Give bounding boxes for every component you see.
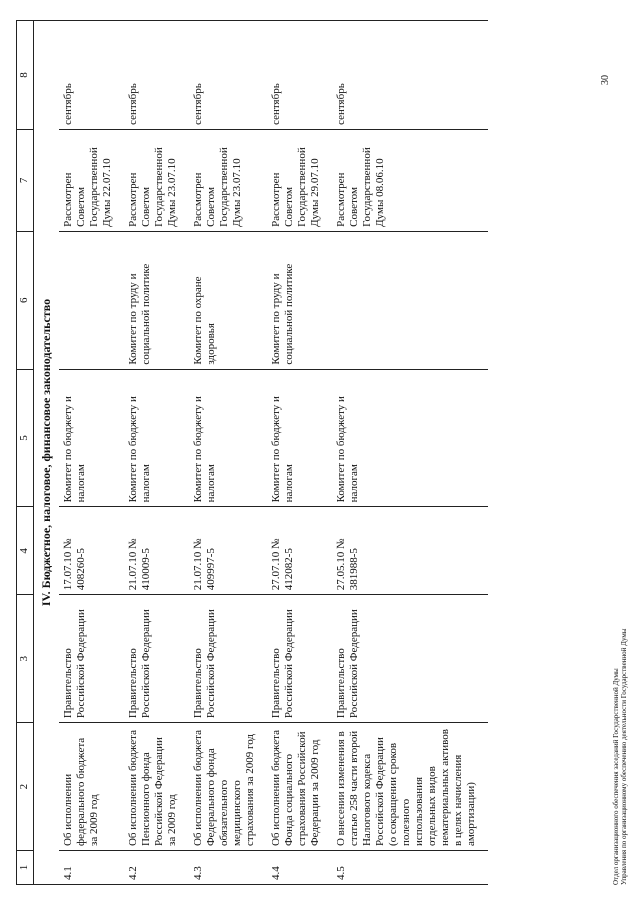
bill-status: Рассмотрен Советом Государственной Думы 29.07.10 xyxy=(267,129,332,231)
col-header-5: 5 xyxy=(17,369,34,507)
bill-registration: 27.07.10 № 412082-5 xyxy=(267,507,332,595)
co-committee: Комитет по труду и социальной политике xyxy=(267,231,332,369)
bill-title: Об исполнении федерального бюджета за 2009 год xyxy=(59,723,124,851)
row-number: 4.5 xyxy=(332,851,488,885)
bill-registration: 21.07.10 № 410009-5 xyxy=(124,507,189,595)
table-row xyxy=(189,21,267,885)
bill-status: Рассмотрен Советом Государственной Думы 08.06.10 xyxy=(332,129,488,231)
row-number: 4.1 xyxy=(59,851,124,885)
bill-registration: 27.05.10 № 381988-5 xyxy=(332,507,488,595)
bill-status: Рассмотрен Советом Государственной Думы 22.07.10 xyxy=(59,129,124,231)
planned-month: сентябрь xyxy=(59,21,124,130)
planned-month: сентябрь xyxy=(124,21,189,130)
responsible-committee: Комитет по бюджету и налогам xyxy=(267,369,332,507)
col-header-3: 3 xyxy=(17,595,34,723)
bill-author: Правительство Российской Федерации xyxy=(189,595,267,723)
col-header-7: 7 xyxy=(17,129,34,231)
planned-month: сентябрь xyxy=(332,21,488,130)
table-row xyxy=(124,21,189,885)
bill-status: Рассмотрен Советом Государственной Думы 23.07.10 xyxy=(189,129,267,231)
planned-month: сентябрь xyxy=(267,21,332,130)
column-number-row xyxy=(17,21,34,885)
bill-title: Об исполнении бюджета Пенсионного фонда Российской Федерации за 2009 год xyxy=(124,723,189,851)
responsible-committee: Комитет по бюджету и налогам xyxy=(332,369,488,507)
bill-author: Правительство Российской Федерации xyxy=(124,595,189,723)
col-header-6: 6 xyxy=(17,231,34,369)
responsible-committee: Комитет по бюджету и налогам xyxy=(124,369,189,507)
bill-registration: 17.07.10 № 408260-5 xyxy=(59,507,124,595)
bill-status: Рассмотрен Советом Государственной Думы 23.07.10 xyxy=(124,129,189,231)
table-row xyxy=(59,21,124,885)
col-header-4: 4 xyxy=(17,507,34,595)
row-number: 4.2 xyxy=(124,851,189,885)
col-header-2: 2 xyxy=(17,723,34,851)
bill-title: Об исполнении бюджета Федерального фонда обязательного медицинского страхования за 2009 год xyxy=(189,723,267,851)
section-title: IV. Бюджетное, налоговое, финансовое законодательство xyxy=(34,21,60,885)
col-header-8: 8 xyxy=(17,21,34,130)
table-row xyxy=(332,21,488,885)
co-committee xyxy=(59,231,124,369)
planned-month: сентябрь xyxy=(189,21,267,130)
row-number: 4.4 xyxy=(267,851,332,885)
bill-author: Правительство Российской Федерации xyxy=(267,595,332,723)
footer-directorate: Управления по организационному обеспечению деятельности Государственной Думы xyxy=(620,628,628,885)
co-committee: Комитет по труду и социальной политике xyxy=(124,231,189,369)
responsible-committee: Комитет по бюджету и налогам xyxy=(189,369,267,507)
bill-author: Правительство Российской Федерации xyxy=(332,595,488,723)
bill-table xyxy=(16,20,488,885)
table-row xyxy=(267,21,332,885)
footer xyxy=(612,629,628,885)
co-committee: Комитет по охране здоровья xyxy=(189,231,267,369)
bill-title: О внесении изменения в статью 258 части второй Налогового кодекса Российской Федерации (о сокращении сроков полезного использования отдельных видов нематериальных активов в целях начисления амортизации) xyxy=(332,723,488,851)
bill-registration: 21.07.10 № 409997-5 xyxy=(189,507,267,595)
bill-author: Правительство Российской Федерации xyxy=(59,595,124,723)
footer-department: Отдел организационного обеспечения заседаний Государственной Думы xyxy=(612,668,620,885)
section-row xyxy=(34,21,60,885)
col-header-1: 1 xyxy=(17,851,34,885)
co-committee xyxy=(332,231,488,369)
bill-title: Об исполнении бюджета Фонда социального страхования Российской Федерации за 2009 год xyxy=(267,723,332,851)
row-number: 4.3 xyxy=(189,851,267,885)
responsible-committee: Комитет по бюджету и налогам xyxy=(59,369,124,507)
page-number: 30 xyxy=(600,75,611,85)
